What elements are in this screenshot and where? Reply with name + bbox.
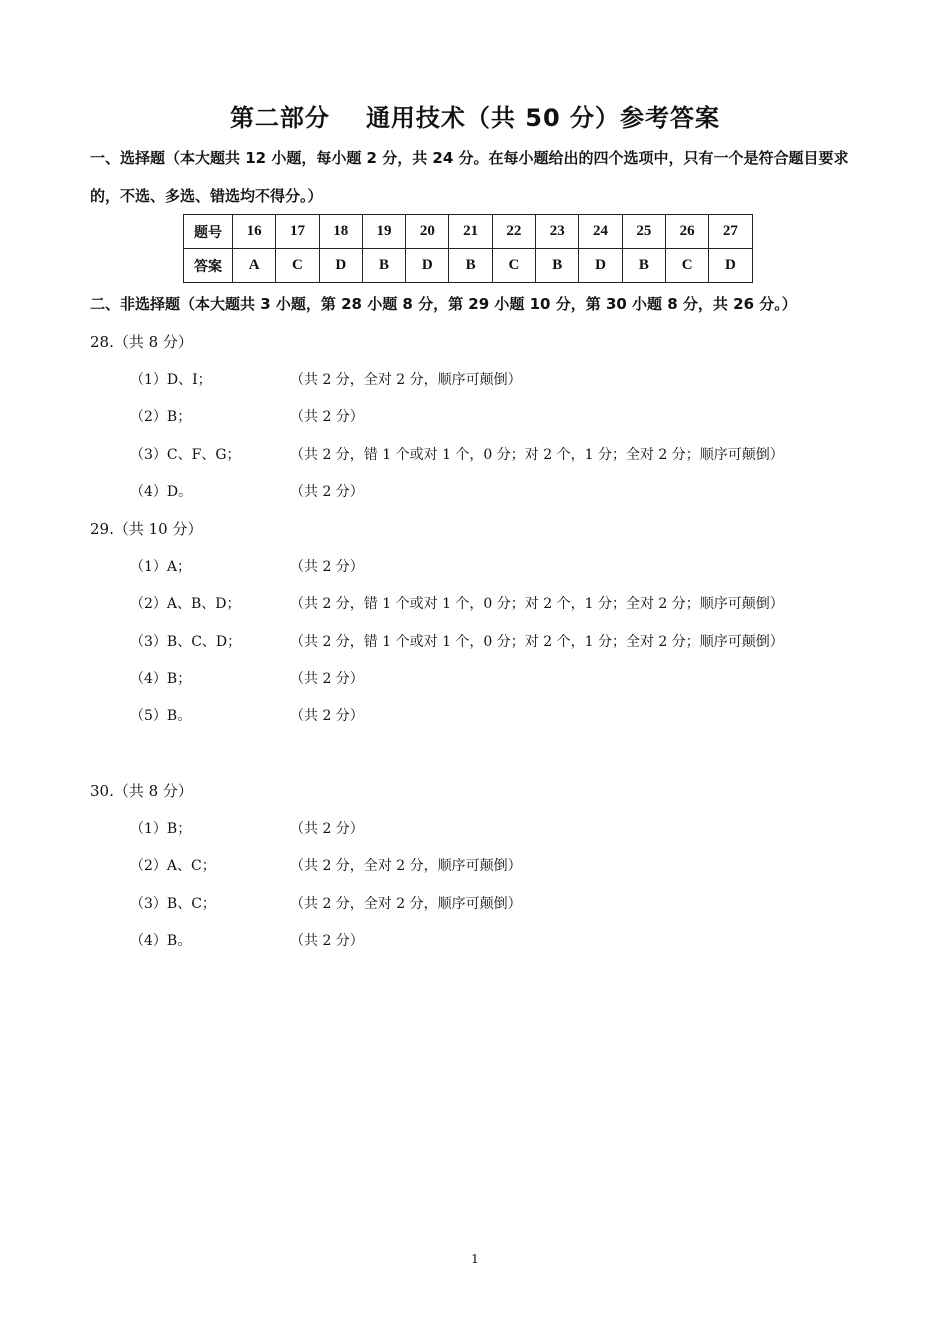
answer-text: （2）A、C； bbox=[130, 858, 216, 874]
answer-cell: B bbox=[449, 249, 492, 283]
answer-text: （4）B。 bbox=[130, 933, 192, 949]
answer-table bbox=[183, 214, 753, 283]
page-title bbox=[0, 98, 950, 133]
question-30-heading: 30.（共 8 分） bbox=[90, 782, 193, 800]
answer-text: （4）D。 bbox=[130, 484, 193, 500]
answer-text: （4）B； bbox=[130, 671, 192, 687]
answer-cell: B bbox=[536, 249, 579, 283]
question-number-cell: 17 bbox=[276, 215, 319, 249]
score-text: （共 2 分） bbox=[290, 933, 364, 949]
score-text: （共 2 分） bbox=[290, 671, 364, 687]
answer-text: （1）A； bbox=[130, 559, 192, 575]
answer-text: （2）A、B、D； bbox=[130, 596, 241, 612]
question-number-cell: 16 bbox=[233, 215, 276, 249]
answer-cell: D bbox=[406, 249, 449, 283]
answer-text: （2）B； bbox=[130, 409, 192, 425]
score-text: （共 2 分，全对 2 分，顺序可颠倒） bbox=[290, 372, 522, 388]
title-part: 第二部分 bbox=[229, 104, 330, 132]
section1-instructions: 一、选择题（本大题共 12 小题，每小题 2 分，共 24 分。在每小题给出的四个选项中，只有一个是符合题目要求的，不选、多选、错选均不得分。） bbox=[90, 149, 849, 205]
answer-cell: D bbox=[709, 249, 752, 283]
score-text: （共 2 分） bbox=[290, 409, 364, 425]
question-number-cell: 25 bbox=[622, 215, 665, 249]
answer-cell: D bbox=[319, 249, 362, 283]
answer-cell: C bbox=[665, 249, 708, 283]
question-number-cell: 26 bbox=[665, 215, 708, 249]
table-header-number: 题号 bbox=[184, 215, 233, 249]
answer-text: （1）D、I； bbox=[130, 372, 212, 388]
score-text: （共 2 分） bbox=[290, 484, 364, 500]
title-subject: 通用技术（共 50 分）参考答案 bbox=[365, 104, 721, 132]
score-text: （共 2 分，错 1 个或对 1 个，0 分；对 2 个，1 分；全对 2 分；顺序可颠倒） bbox=[290, 596, 784, 612]
answer-text: （1）B； bbox=[130, 821, 192, 837]
answer-table-number-row bbox=[184, 215, 753, 249]
answer-cell: C bbox=[276, 249, 319, 283]
answer-cell: D bbox=[579, 249, 622, 283]
score-text: （共 2 分） bbox=[290, 559, 364, 575]
answer-text: （3）C、F、G； bbox=[130, 447, 241, 463]
score-text: （共 2 分，错 1 个或对 1 个，0 分；对 2 个，1 分；全对 2 分；顺序可颠倒） bbox=[290, 447, 784, 463]
answer-text: （5）B。 bbox=[130, 708, 192, 724]
answer-cell: A bbox=[233, 249, 276, 283]
answer-cell: B bbox=[362, 249, 405, 283]
question-number-cell: 23 bbox=[536, 215, 579, 249]
question-number-cell: 27 bbox=[709, 215, 752, 249]
answer-cell: B bbox=[622, 249, 665, 283]
question-28-heading: 28.（共 8 分） bbox=[90, 333, 193, 351]
score-text: （共 2 分，错 1 个或对 1 个，0 分；对 2 个，1 分；全对 2 分；顺序可颠倒） bbox=[290, 634, 784, 650]
answer-cell: C bbox=[492, 249, 535, 283]
page-number: 1 bbox=[471, 1252, 479, 1266]
question-number-cell: 22 bbox=[492, 215, 535, 249]
score-text: （共 2 分） bbox=[290, 708, 364, 724]
score-text: （共 2 分，全对 2 分，顺序可颠倒） bbox=[290, 858, 522, 874]
answer-text: （3）B、C、D； bbox=[130, 634, 242, 650]
question-number-cell: 18 bbox=[319, 215, 362, 249]
answer-table-answer-row bbox=[184, 249, 753, 283]
table-header-answer: 答案 bbox=[184, 249, 233, 283]
question-number-cell: 20 bbox=[406, 215, 449, 249]
question-number-cell: 21 bbox=[449, 215, 492, 249]
question-number-cell: 24 bbox=[579, 215, 622, 249]
score-text: （共 2 分） bbox=[290, 821, 364, 837]
question-29-heading: 29.（共 10 分） bbox=[90, 520, 203, 538]
section2-instructions: 二、非选择题（本大题共 3 小题，第 28 小题 8 分，第 29 小题 10 分，第 30 小题 8 分，共 26 分。） bbox=[90, 295, 797, 313]
question-number-cell: 19 bbox=[362, 215, 405, 249]
score-text: （共 2 分，全对 2 分，顺序可颠倒） bbox=[290, 896, 522, 912]
answer-text: （3）B、C； bbox=[130, 896, 216, 912]
